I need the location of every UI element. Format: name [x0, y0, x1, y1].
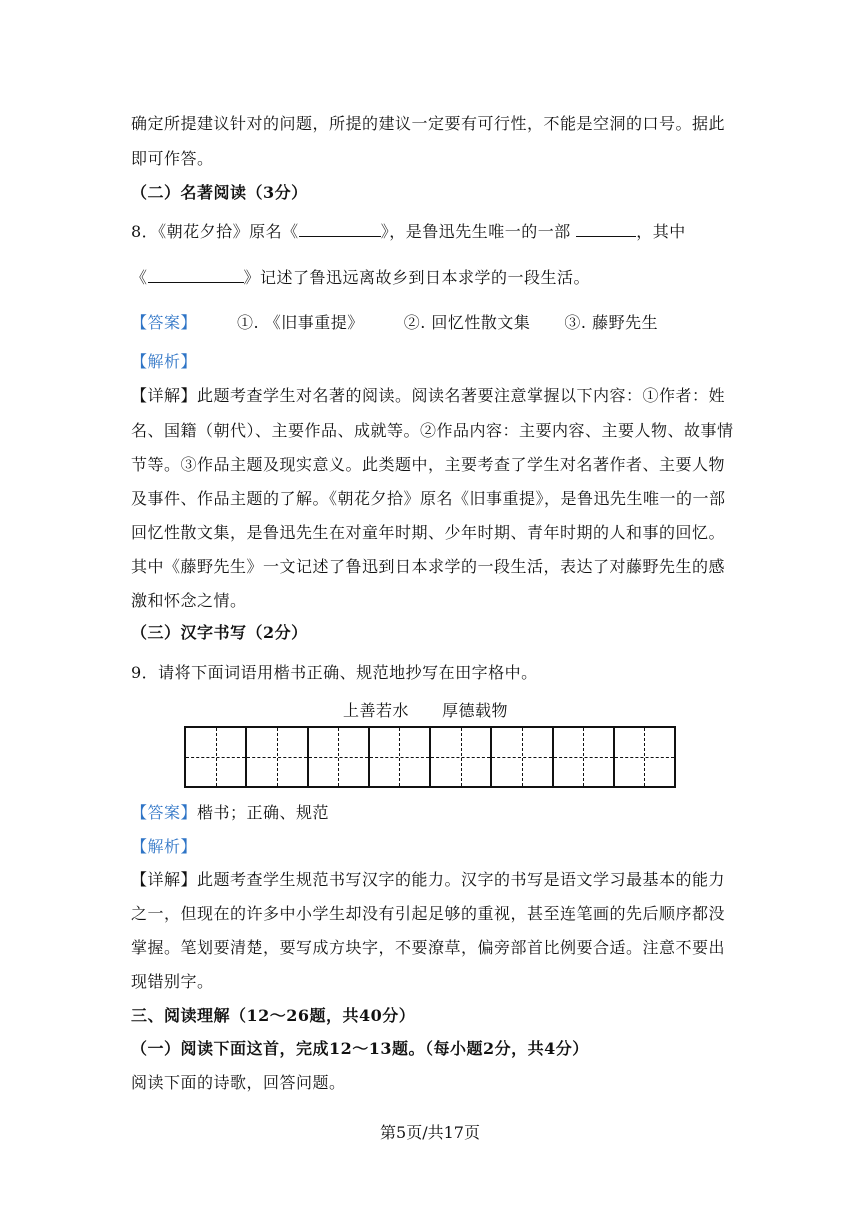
detail-line: 激和怀念之情。 — [131, 591, 247, 610]
blank — [576, 222, 636, 237]
section-heading: （二）名著阅读（3分） — [131, 183, 308, 202]
grid-cell[interactable] — [370, 728, 431, 786]
detail-line: 掌握。笔划要清楚，要写成方块字，不要潦草，偏旁部首比例要合适。注意不要出 — [131, 938, 726, 957]
q8-text-a: 8．《朝花夕拾》原名《 — [131, 222, 299, 241]
question-9: 9．请将下面词语用楷书正确、规范地抄写在田字格中。 — [131, 663, 538, 682]
q8-text-d: 《 — [131, 268, 148, 287]
grid-cell[interactable] — [554, 728, 615, 786]
detail-line: 及事件、作品主题的了解。《朝花夕拾》原名《旧事重提》，是鲁迅先生唯一的一部 — [131, 489, 726, 508]
section-heading: （三）汉字书写（2分） — [131, 623, 308, 642]
analysis-tag: 【解析】 — [131, 837, 198, 856]
answer-tag: 【答案】 — [131, 313, 198, 332]
blank — [148, 268, 244, 283]
answer-3: ③. 藤野先生 — [564, 313, 659, 332]
grid-cell[interactable] — [186, 728, 247, 786]
line: 确定所提建议针对的问题，所提的建议一定要有可行性，不能是空洞的口号。据此 — [131, 114, 726, 133]
detail-line: 现错别字。 — [131, 972, 214, 991]
answer-9 — [131, 800, 329, 823]
tianzige-grid — [184, 726, 676, 788]
grid-cell[interactable] — [615, 728, 674, 786]
detail-line: 【详解】此题考查学生对名著的阅读。阅读名著要注意掌握以下内容：①作者：姓 — [131, 386, 726, 405]
q8-text-c: ，其中 — [636, 222, 686, 241]
grid-cell[interactable] — [247, 728, 308, 786]
answer-text: 楷书；正确、规范 — [197, 803, 330, 822]
detail-line: 节等。③作品主题及现实意义。此类题中，主要考查了学生对名著作者、主要人物 — [131, 455, 726, 474]
detail-line: 其中《藤野先生》一文记述了鲁迅到日本求学的一段生活，表达了对藤野先生的感 — [131, 557, 726, 576]
answer-tag: 【答案】 — [131, 803, 198, 822]
question-8-line1 — [131, 219, 686, 242]
subsection-heading: （一）阅读下面这首，完成12～13题。（每小题2分，共4分） — [131, 1039, 589, 1058]
answer-2: ②. 回忆性散文集 — [403, 313, 531, 332]
detail-line: 【详解】此题考查学生规范书写汉字的能力。汉字的书写是语文学习最基本的能力 — [131, 870, 726, 889]
detail-line: 回忆性散文集，是鲁迅先生在对童年时期、少年时期、青年时期的人和事的回忆。 — [131, 523, 726, 542]
answer-8 — [131, 310, 658, 333]
analysis-tag: 【解析】 — [131, 352, 198, 371]
blank — [299, 222, 381, 237]
words-to-copy: 上善若水 厚德载物 — [343, 701, 509, 720]
page-footer: 第5页/共17页 — [380, 1123, 480, 1142]
grid-cell[interactable] — [309, 728, 370, 786]
line: 即可作答。 — [131, 149, 214, 168]
part-heading: 三、阅读理解（12～26题，共40分） — [131, 1006, 416, 1025]
question-8-line2 — [131, 265, 590, 288]
instruction: 阅读下面的诗歌，回答问题。 — [131, 1073, 346, 1092]
grid-cell[interactable] — [431, 728, 492, 786]
q8-text-b: 》，是鲁迅先生唯一的一部 — [380, 222, 577, 241]
answer-1: ①. 《旧事重提》 — [237, 313, 364, 332]
detail-line: 名、国籍（朝代）、主要作品、成就等。②作品内容：主要内容、主要人物、故事情 — [131, 421, 734, 440]
detail-line: 之一，但现在的许多中小学生却没有引起足够的重视，甚至连笔画的先后顺序都没 — [131, 904, 726, 923]
grid-cell[interactable] — [492, 728, 553, 786]
q8-text-e: 》记述了鲁迅远离故乡到日本求学的一段生活。 — [243, 268, 591, 287]
